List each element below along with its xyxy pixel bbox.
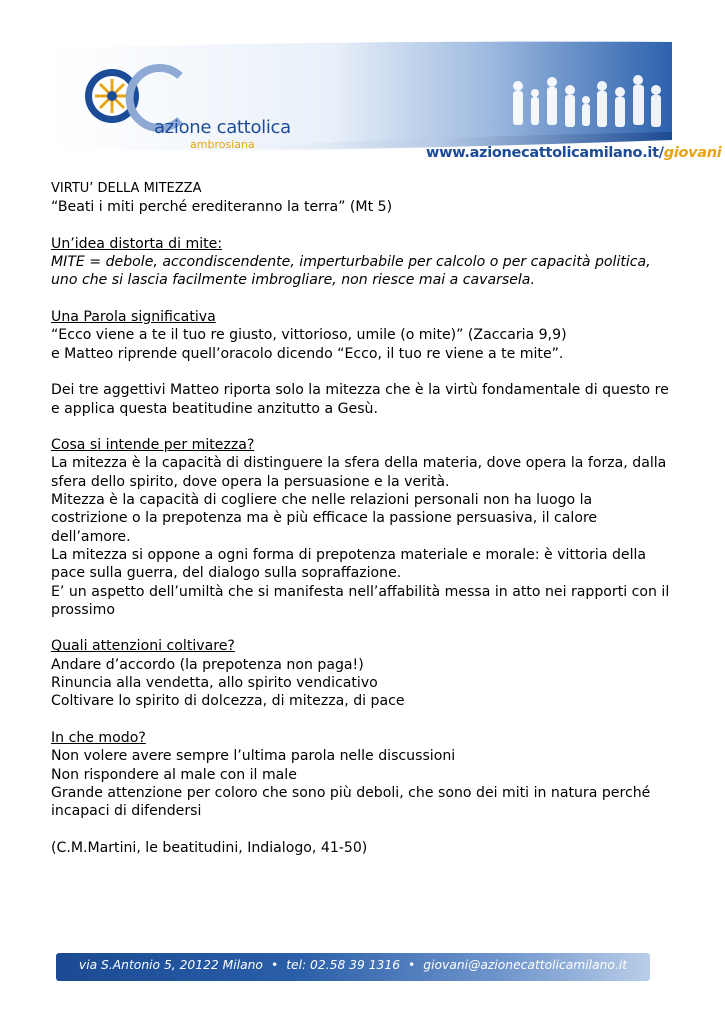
body-line: Andare d’accordo (la prepotenza non paga!) [51,656,364,673]
body-line: Mitezza è la capacità di cogliere che nelle relazioni personali non ha luogo la [51,492,593,509]
logo-wordmark [154,118,291,152]
site-url-slash: / [658,145,664,161]
body-line: sfera dello spirito, dove opera la persuasione e la verità. [51,473,450,490]
body-line: MITE = debole, accondiscendente, imperturbabile per calcolo o per capacità politica, [51,254,651,271]
doc-title: VIRTU’ DELLA MITEZZA [51,181,202,196]
body-line: Coltivare lo spirito di dolcezza, di mitezza, di pace [51,693,405,710]
footer-contacts [56,958,650,972]
site-url-section: giovani [663,145,722,161]
section-heading: Una Parola significativa [51,309,216,326]
footer-phone: tel: 02.58 39 1316 [286,958,401,972]
body-line: costrizione o la prepotenza ma è più efficace la passione persuasiva, il calore [51,510,598,527]
body-line: La mitezza è la capacità di distinguere la sfera della materia, dove opera la forza, dalla [51,455,667,472]
body-line: Grande attenzione per coloro che sono più deboli, che sono dei miti in natura perché [51,784,651,801]
bullet-separator: • [270,958,279,972]
footer-email-link[interactable]: giovani@azionecattolicamilano.it [423,958,628,972]
footer-address: via S.Antonio 5, 20122 Milano [78,958,263,972]
body-line: e Matteo riprende quell’oracolo dicendo “Ecco, il tuo re viene a te mite”. [51,345,564,362]
source-citation: (C.M.Martini, le beatitudini, Indialogo, 41-50) [51,839,368,856]
body-line: incapaci di difendersi [51,803,202,820]
site-url-main: www.azionecattolicamilano.it [426,145,659,161]
logo-subtitle: ambrosiana [190,138,255,151]
body-line: E’ un aspetto dell’umiltà che si manifesta nell’affabilità messa in atto nei rapporti con il [51,583,670,600]
body-line: pace sulla guerra, del dialogo sulla sopraffazione. [51,565,402,582]
body-line: dell’amore. [51,528,131,545]
logo-name: azione cattolica [154,117,291,138]
section-heading: In che modo? [51,729,146,746]
doc-quote: “Beati i miti perché erediteranno la terra” (Mt 5) [51,199,393,216]
body-line: Non rispondere al male con il male [51,766,297,783]
footer-bar [56,953,650,981]
body-line: uno che si lascia facilmente imbrogliare, non riesce mai a cavarsela. [51,272,535,289]
site-url-link[interactable] [426,145,721,161]
body-line: prossimo [51,601,116,618]
body-line: “Ecco viene a te il tuo re giusto, vittorioso, umile (o mite)” (Zaccaria 9,9) [51,327,567,344]
body-line: Dei tre aggettivi Matteo riporta solo la mitezza che è la virtù fondamentale di questo re [51,382,669,399]
section-heading: Un’idea distorta di mite: [51,235,223,252]
body-line: Rinuncia alla vendetta, allo spirito vendicativo [51,675,378,692]
bullet-separator: • [408,958,416,972]
document-body [51,180,681,857]
body-line: La mitezza si oppone a ogni forma di prepotenza materiale e morale: è vittoria della [51,546,647,563]
section-heading: Cosa si intende per mitezza? [51,437,255,454]
body-line: e applica questa beatitudine anzitutto a Gesù. [51,400,378,417]
body-line: Non volere avere sempre l’ultima parola nelle discussioni [51,748,456,765]
section-heading: Quali attenzioni coltivare? [51,638,235,655]
